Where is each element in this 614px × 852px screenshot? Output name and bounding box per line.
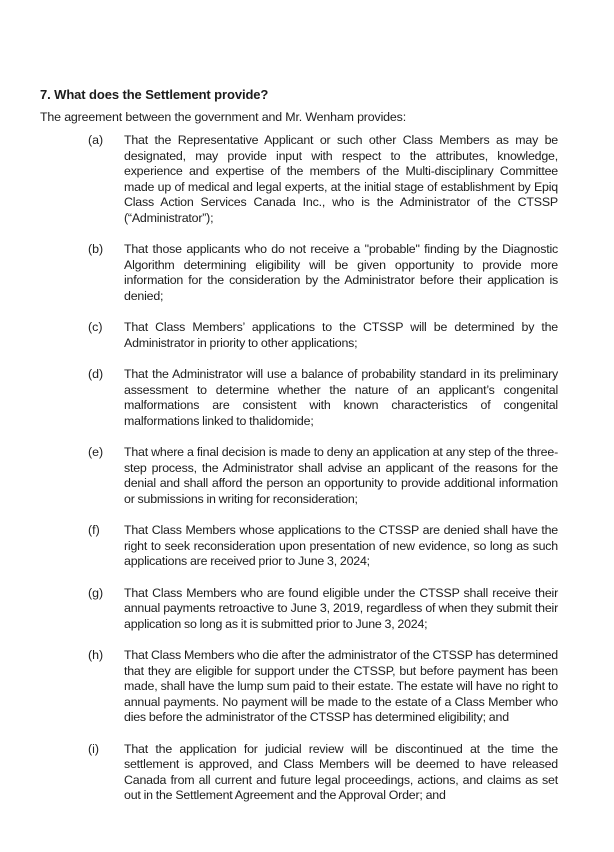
provision-item-i [0,742,614,804]
provision-text: That those applicants who do not receive a "probable" finding by the Diagnostic Algorithm determining eligibility will be given opportunity to provide more information for the consideration by the Administrator before their application is denied; [124,242,558,303]
provision-text: That the Administrator will use a balance of probability standard in its preliminary assessment to determine whether the nature of an applicant’s congenital malformations are consistent with known characteristics of congenital malformations linked to thalidomide; [124,367,558,428]
provisions-list [0,133,614,820]
provision-label: (e) [88,445,104,459]
provision-label: (f) [88,523,100,537]
provision-label: (b) [88,242,104,256]
provision-text: That Class Members who are found eligible under the CTSSP shall receive their annual payments retroactive to June 3, 2019, regardless of when they submit their application so long as it is submitted prior to June 3, 2024; [124,585,558,631]
provision-text: That the application for judicial review will be discontinued at the time the settlement is approved, and Class Members will be deemed to have released Canada from all current and future legal proceedings, actions, and claims as set out in the Settlement Agreement and the Approval Order; and [124,741,558,802]
provision-label: (i) [88,741,100,756]
provision-label: (d) [88,367,104,381]
provision-text: That where a final decision is made to deny an application at any step of the three-step process, the Administrator shall advise an applicant of the reasons for the denial and shall afford the person an opportunity to provide additional information or submissions in writing for reconsideration; [124,445,558,506]
provision-text: That Class Members’ applications to the CTSSP will be determined by the Administrator in priority to other applications; [124,320,558,350]
section-heading: 7. What does the Settlement provide? [40,87,269,102]
provision-item-f [0,523,614,570]
provision-item-b [0,242,614,304]
intro-paragraph: The agreement between the government and Mr. Wenham provides: [40,110,406,124]
provision-text: That Class Members whose applications to the CTSSP are denied shall have the right to seek reconsideration upon presentation of new evidence, so long as such applications are received prior to June 3, 2024; [124,523,558,568]
provision-item-h [0,648,614,726]
provision-label: (a) [88,133,104,147]
provision-item-a [0,133,614,226]
provision-label: (h) [88,648,104,662]
provision-item-c [0,320,614,351]
provision-item-e [0,445,614,507]
provision-text: That the Representative Applicant or such other Class Members as may be designated, may provide input with respect to the attributes, knowledge, experience and expertise of the members of the Multi-disciplinary Committee made up of medical and legal experts, at the initial stage of establishment by Epiq Class Action Services Canada Inc., who is the Administrator of the CTSSP (“Administrator”); [124,133,558,225]
provision-text: That Class Members who die after the administrator of the CTSSP has determined that they are eligible for support under the CTSSP, but before payment has been made, shall have the lump sum paid to their estate. The estate will have no right to annual payments. No payment will be made to the estate of a Class Member who dies before the administrator of the CTSSP has determined eligibility; and [124,648,558,724]
provision-item-g [0,586,614,633]
provision-label: (g) [88,585,104,600]
provision-label: (c) [88,320,103,334]
provision-item-d [0,367,614,429]
